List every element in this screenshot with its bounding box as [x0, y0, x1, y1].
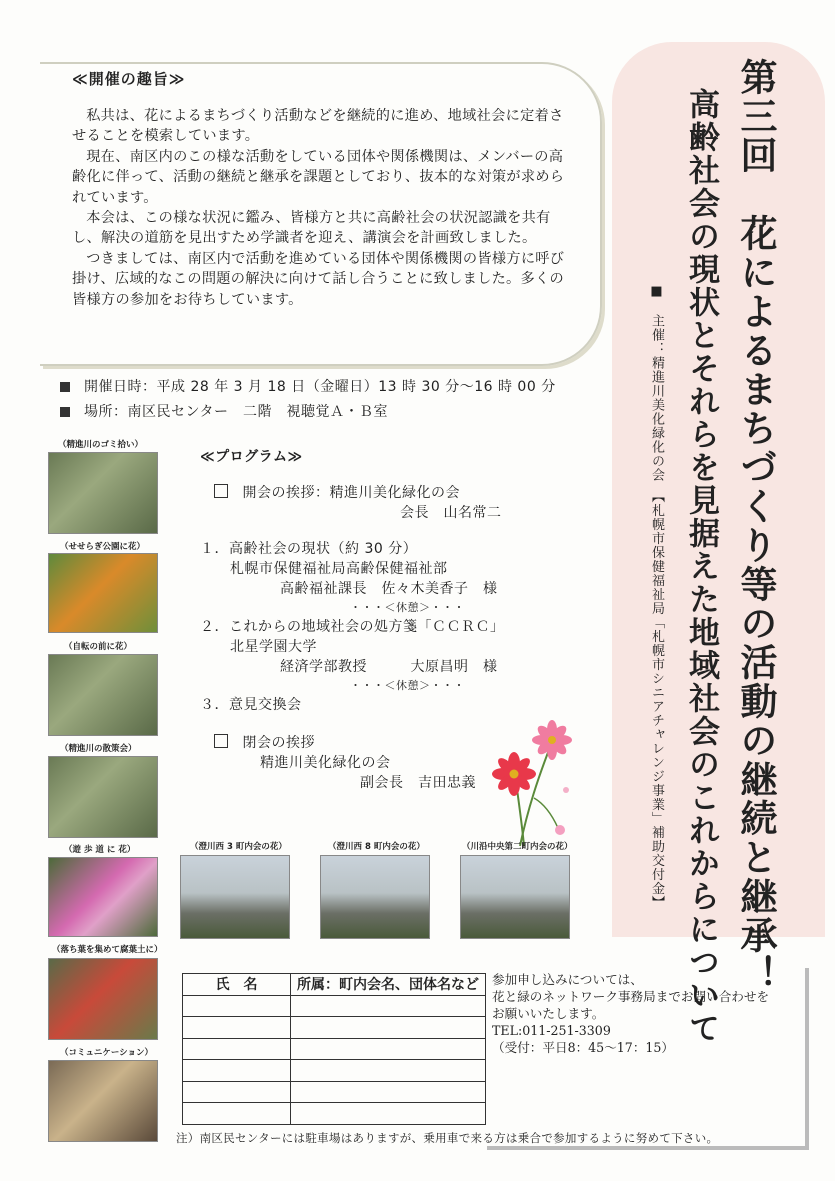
program-item-2-org: 北星学園大学 — [230, 639, 317, 655]
contact-hours: （受付：平日8：45〜17：15） — [492, 1040, 675, 1055]
photo-chonaikai-chuo — [460, 855, 570, 939]
event-place — [60, 401, 388, 421]
photo-caption: （落ち葉を集めて腐葉土に） — [52, 945, 163, 955]
affiliation-cell[interactable] — [291, 1017, 486, 1039]
program-closing-org: 精進川美化緑化の会 — [260, 755, 391, 771]
program-item-1-person: 高齢福祉課長 佐々木美香子 様 — [280, 581, 498, 597]
photo-chonaikai-3 — [180, 855, 290, 939]
photo-walkway-flowers — [48, 857, 158, 937]
affiliation-cell[interactable] — [291, 995, 486, 1017]
photo-caption: （自転の前に花） — [64, 642, 133, 652]
checkbox-square-icon — [214, 484, 228, 498]
intro-text — [72, 106, 577, 310]
photo-river-walk — [48, 756, 158, 838]
registration-table — [182, 973, 486, 1125]
name-cell[interactable] — [183, 1038, 291, 1060]
intro-paragraph: 現在、南区内のこの様な活動をしている団体や関係機関は、メンバーの高齢化に伴って、活動の継続と継承を課題としており、抜本的な対策が求められています。 — [72, 148, 565, 206]
program-heading: ≪プログラム≫ — [200, 449, 303, 465]
photo-caption: （澄川西 8 町内会の花） — [328, 842, 425, 852]
photo-caption: （コミュニケーション） — [60, 1048, 153, 1058]
name-cell[interactable] — [183, 995, 291, 1017]
bullet-square-icon — [60, 407, 70, 417]
table-row — [183, 1081, 486, 1103]
name-cell[interactable] — [183, 1103, 291, 1125]
program-opening — [214, 482, 460, 502]
table-header-row — [183, 974, 486, 996]
program-closing-person: 副会長 吉田忠義 — [360, 775, 476, 791]
event-place-text: 場所：南区民センター 二階 視聴覚Ａ・Ｂ室 — [84, 404, 388, 420]
name-cell[interactable] — [183, 1081, 291, 1103]
table-row — [183, 1017, 486, 1039]
photo-caption: （遊 歩 道 に 花） — [64, 845, 136, 855]
program-item-3: ３．意見交換会 — [200, 697, 302, 713]
intro-paragraph: つきましては、南区内で活動を進めている団体や関係機関の皆様方に呼び掛け、広域的なこの問題の解決に向けて話し合うことに致しました。多くの皆様方の参加をお待ちしています。 — [72, 250, 565, 308]
program-item-2: ２．これからの地域社会の処方箋「ＣＣＲＣ」 — [200, 619, 505, 635]
program-item-1-org: 札幌市保健福祉局高齢保健福祉部 — [230, 561, 448, 577]
main-title: 第三回 花によるまちづくり等の活動の継続と継承！ — [734, 58, 778, 994]
bullet-square-icon — [60, 382, 70, 392]
program-break-2: ・・・＜休憩＞・・・ — [350, 679, 465, 692]
intro-paragraph: 私共は、花によるまちづくり活動などを継続的に進め、地域社会に定着させることを模索しています。 — [72, 108, 564, 145]
sponsor-line: ■ 主催：精進川美化緑化の会 【札幌市保健福祉局「札幌市シニアチャレンジ事業」補助交付金】 — [649, 284, 664, 910]
photo-communication — [48, 1060, 158, 1142]
column-header-affiliation: 所属：町内会名、団体名など — [291, 974, 486, 996]
table-row — [183, 1060, 486, 1082]
program-opening-text: 開会の挨拶：精進川美化緑化の会 — [242, 485, 460, 501]
intro-paragraph: 本会は、この様な状況に鑑み、皆様方と共に高齢社会の状況認識を共有し、解決の道筋を見出すため学識者を迎え、講演会を計画致しました。 — [72, 210, 551, 247]
table-row — [183, 1103, 486, 1125]
sub-title: 高齢社会の現状とそれらを見据えた地域社会のこれからについて — [683, 88, 719, 1045]
table-row — [183, 1038, 486, 1060]
program-item-1: １．高齢社会の現状（約 30 分） — [200, 541, 418, 557]
contact-line: 参加申し込みについては、 — [492, 972, 643, 987]
photo-chonaikai-8 — [320, 855, 430, 939]
photo-leaf-compost — [48, 958, 158, 1040]
affiliation-cell[interactable] — [291, 1060, 486, 1082]
photo-caption: （精進川の散策会） — [60, 744, 137, 754]
program-item-2-person: 経済学部教授 大原昌明 様 — [280, 659, 498, 675]
program-opening-person: 会長 山名常二 — [400, 505, 502, 521]
contact-line: お願いいたします。 — [492, 1006, 605, 1021]
program-break-1: ・・・＜休憩＞・・・ — [350, 601, 465, 614]
contact-tel: TEL:011-251-3309 — [492, 1023, 611, 1038]
name-cell[interactable] — [183, 1060, 291, 1082]
affiliation-cell[interactable] — [291, 1038, 486, 1060]
affiliation-cell[interactable] — [291, 1081, 486, 1103]
program-closing-text: 閉会の挨拶 — [242, 735, 315, 751]
photo-planting — [48, 654, 158, 736]
intro-heading: ≪開催の趣旨≫ — [72, 70, 186, 88]
parking-note: 注）南区民センターには駐車場はありますが、乗用車で来る方は乗合で参加するように努めて下さい。 — [176, 1131, 719, 1145]
photo-caption: （澄川西 3 町内会の花） — [190, 842, 287, 852]
affiliation-cell[interactable] — [291, 1103, 486, 1125]
name-cell[interactable] — [183, 1017, 291, 1039]
photo-park-flowers — [48, 553, 158, 633]
program-closing — [214, 732, 315, 752]
photo-caption: （せせらぎ公園に花） — [60, 542, 146, 552]
column-header-name: 氏 名 — [183, 974, 291, 996]
event-datetime — [60, 376, 556, 396]
photo-caption: （精進川のゴミ拾い） — [58, 440, 144, 450]
photo-caption: （川沿中央第二町内会の花） — [462, 842, 573, 852]
table-row — [183, 995, 486, 1017]
contact-line: 花と緑のネットワーク事務局までお問い合わせを — [492, 989, 770, 1004]
contact-info — [492, 971, 769, 1056]
cosmos-flower-icon — [468, 718, 588, 848]
event-datetime-text: 開催日時：平成 28 年 3 月 18 日（金曜日）13 時 30 分〜16 時 00 分 — [84, 379, 556, 395]
checkbox-square-icon — [214, 734, 228, 748]
photo-river-cleanup — [48, 452, 158, 534]
